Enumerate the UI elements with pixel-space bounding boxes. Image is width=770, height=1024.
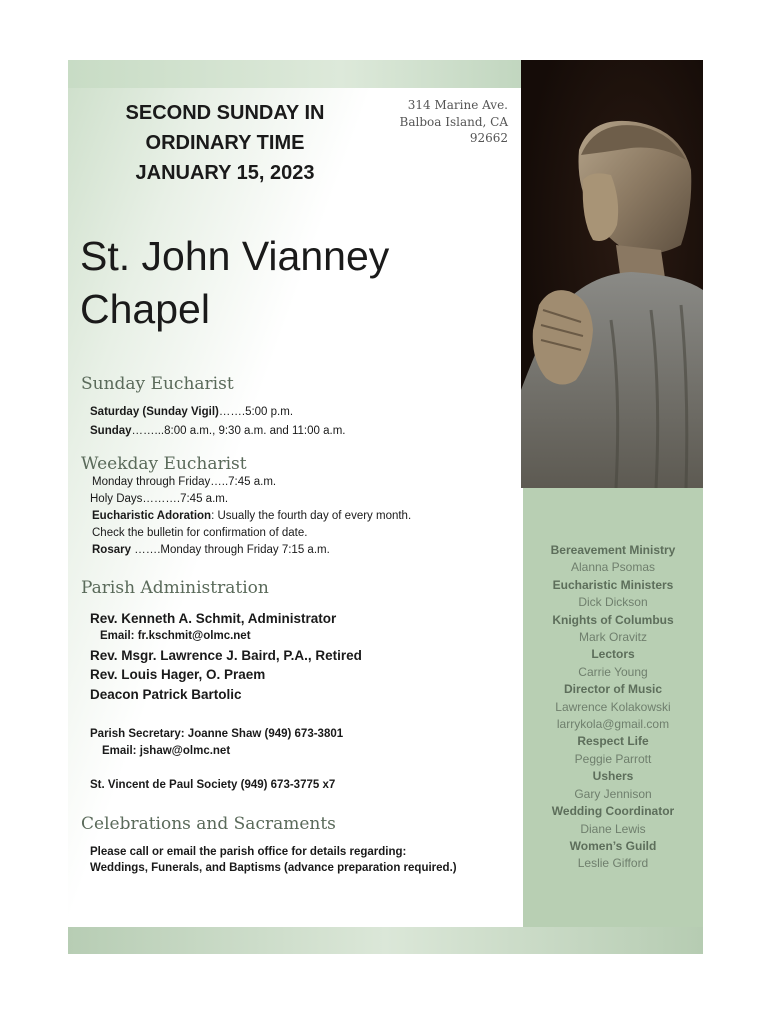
saint-statue-photo: [521, 60, 703, 488]
address-line: Balboa Island, CA: [399, 114, 508, 129]
administrator: Rev. Kenneth A. Schmit, Administrator: [90, 611, 337, 626]
chapel-name-line: Chapel: [80, 286, 210, 332]
ministry-role: Lectors: [591, 647, 635, 662]
ministry-contact: Gary Jennison: [574, 786, 652, 801]
sacraments-line: Weddings, Funerals, and Baptisms (advance preparation required.): [90, 862, 457, 874]
ministry-contact: Lawrence Kolakowski: [555, 699, 671, 714]
ministries-list: [523, 542, 703, 873]
parish-secretary: Parish Secretary: Joanne Shaw (949) 673-3801: [90, 728, 344, 740]
date-line: ORDINARY TIME: [145, 132, 305, 154]
ministry-contact: Diane Lewis: [580, 821, 646, 836]
sun-time: ……...8:00 a.m., 9:30 a.m. and 11:00 a.m.: [131, 425, 346, 437]
address: [388, 97, 508, 147]
sacraments-heading: Celebrations and Sacraments: [81, 814, 336, 834]
weekday-holy-days: Holy Days……….7:45 a.m.: [90, 493, 229, 505]
sat-label: Saturday (Sunday Vigil): [90, 406, 219, 418]
date-line: SECOND SUNDAY IN: [125, 102, 325, 124]
date-line: JANUARY 15, 2023: [135, 162, 315, 184]
ministry-contact: Peggie Parrott: [574, 751, 652, 766]
top-band: [68, 60, 523, 88]
administration-heading: Parish Administration: [81, 578, 269, 598]
ministry-contact-email: larrykola@gmail.com: [556, 717, 670, 732]
sunday-line: [90, 423, 345, 440]
rosary-text: …….Monday through Friday 7:15 a.m.: [131, 544, 330, 556]
sat-time: …….5:00 p.m.: [218, 406, 294, 418]
administrator-email: Email: fr.kschmit@olmc.net: [100, 630, 251, 642]
ministry-role: Wedding Coordinator: [551, 804, 675, 819]
ministry-role: Knights of Columbus: [552, 612, 674, 627]
address-line: 92662: [469, 131, 508, 145]
ministry-contact: Alanna Psomas: [570, 560, 656, 575]
ministry-contact: Leslie Gifford: [577, 856, 649, 871]
sacraments-line: Please call or email the parish office for details regarding:: [90, 846, 407, 858]
ministry-role: Bereavement Ministry: [550, 543, 676, 557]
ministry-role: Women’s Guild: [569, 838, 657, 853]
ministry-contact: Mark Oravitz: [578, 630, 647, 645]
deacon: Deacon Patrick Bartolic: [90, 687, 242, 702]
weekday-bulletin-note: Check the bulletin for confirmation of date.: [92, 527, 308, 539]
ministry-role: Respect Life: [577, 734, 649, 749]
ministry-contact: Carrie Young: [578, 664, 648, 679]
bottom-band: [68, 927, 703, 954]
sunday-heading: Sunday Eucharist: [81, 374, 234, 394]
ministry-contact: Dick Dickson: [578, 595, 648, 610]
date-title: [88, 98, 362, 188]
retired-priest: Rev. Msgr. Lawrence J. Baird, P.A., Retired: [90, 648, 362, 663]
ministry-role: Eucharistic Ministers: [552, 577, 674, 592]
ministry-role: Ushers: [592, 769, 634, 784]
weekday-adoration: [92, 508, 411, 525]
secretary-email: Email: jshaw@olmc.net: [102, 745, 231, 757]
sun-label: Sunday: [90, 425, 132, 437]
weekday-rosary: [92, 542, 330, 559]
address-line: 314 Marine Ave.: [407, 98, 508, 112]
rosary-label: Rosary: [92, 544, 131, 556]
adoration-text: : Usually the fourth day of every month.: [211, 510, 412, 522]
svdp-society: St. Vincent de Paul Society (949) 673-3775 x7: [90, 779, 336, 791]
weekday-mon-fri: Monday through Friday…..7:45 a.m.: [92, 476, 277, 488]
adoration-label: Eucharistic Adoration: [92, 510, 212, 522]
chapel-name-line: St. John Vianney: [80, 233, 390, 279]
ministry-role: Director of Music: [563, 682, 662, 697]
praem-priest: Rev. Louis Hager, O. Praem: [90, 667, 266, 682]
weekday-heading: Weekday Eucharist: [81, 454, 247, 474]
sunday-vigil-line: [90, 404, 293, 421]
chapel-name: [80, 230, 389, 336]
